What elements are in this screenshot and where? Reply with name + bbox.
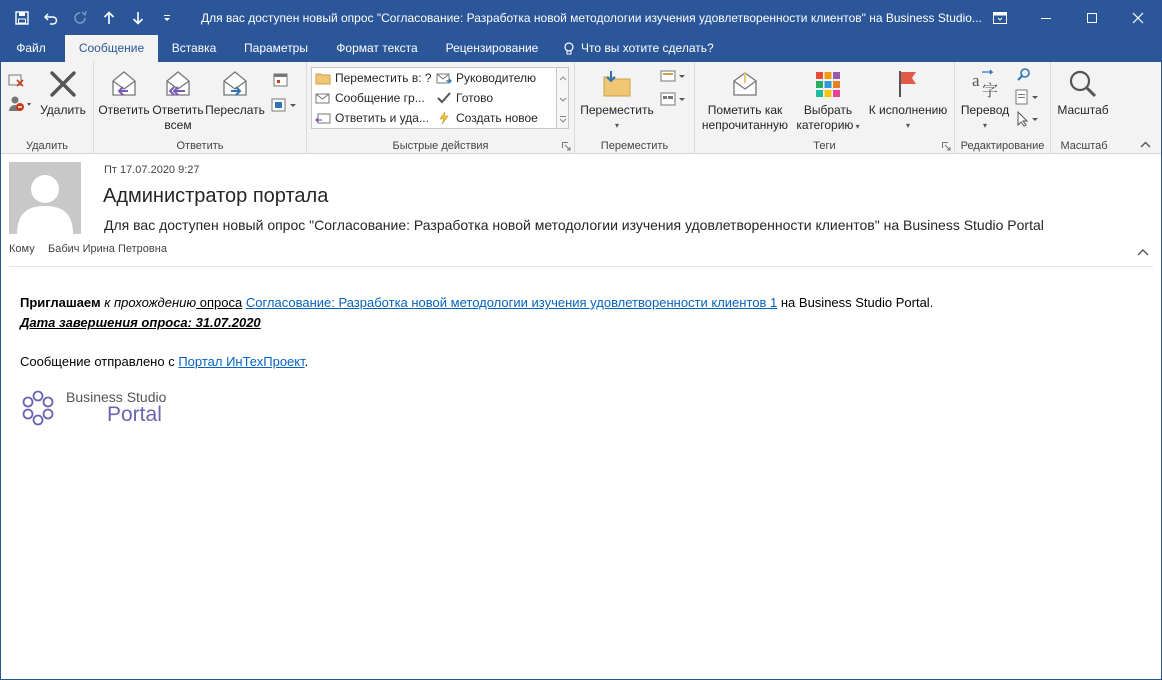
quick-access-toolbar (7, 1, 181, 35)
tab-options[interactable]: Параметры (244, 41, 308, 55)
categorize-button[interactable] (791, 65, 865, 134)
delete-label: Удалить (40, 103, 86, 117)
envelope-icon (315, 91, 331, 105)
reply-all-label-1: Ответить (152, 103, 204, 117)
reply-all-button[interactable] (152, 65, 204, 133)
group-respond-label: Ответить (176, 140, 224, 152)
window-controls (977, 1, 1161, 35)
ribbon (1, 62, 1161, 154)
related-icon[interactable] (1013, 87, 1043, 107)
group-delete (1, 62, 94, 154)
quick-step-label: Переместить в: ? (335, 71, 432, 85)
invite-italic: к прохождению (100, 295, 197, 310)
move-folder-icon (601, 69, 633, 99)
logo-text-line2: Portal (107, 403, 162, 426)
move-dropdown-arrow: ▾ (614, 121, 619, 130)
sent-from-paragraph (20, 354, 308, 369)
invite-paragraph (20, 295, 933, 310)
quick-step-label: Готово (456, 91, 494, 105)
business-studio-logo (20, 388, 180, 430)
move-button[interactable] (578, 65, 656, 133)
quick-step-team-email[interactable] (315, 88, 425, 108)
title-bar (1, 1, 1161, 35)
zoom-label: Масштаб (1057, 103, 1109, 117)
down-icon[interactable] (123, 1, 152, 35)
sent-from-text: Сообщение отправлено с (20, 354, 179, 369)
customize-icon[interactable] (152, 1, 181, 35)
invite-tail: на Business Studio Portal. (777, 295, 934, 310)
group-delete-label: Удалить (26, 140, 68, 152)
tab-file[interactable]: Файл (16, 41, 46, 55)
categorize-icon (814, 69, 842, 99)
header-divider (9, 266, 1153, 267)
find-icon[interactable] (1013, 65, 1035, 85)
reply-delete-icon (315, 111, 331, 125)
forward-button[interactable] (204, 65, 266, 118)
minimize-icon[interactable] (1023, 1, 1069, 35)
reply-all-icon (162, 69, 194, 99)
up-icon[interactable] (94, 1, 123, 35)
to-recipient[interactable]: Бабич Ирина Петровна (48, 243, 167, 255)
message-date: Пт 17.07.2020 9:27 (104, 164, 200, 176)
rules-icon[interactable] (659, 66, 689, 86)
maximize-icon[interactable] (1069, 1, 1115, 35)
follow-up-dropdown-arrow: ▾ (905, 121, 910, 130)
group-editing-label: Редактирование (960, 140, 1045, 152)
magnifier-icon (1068, 69, 1098, 99)
group-editing (955, 62, 1051, 154)
categorize-label-2: категорию (796, 118, 854, 132)
undo-icon[interactable] (36, 1, 65, 35)
group-move-label: Переместить (600, 140, 669, 152)
quick-step-move-to[interactable] (315, 68, 432, 88)
mark-unread-button[interactable] (697, 65, 793, 133)
translate-label: Перевод (960, 103, 1010, 117)
mark-unread-label-1: Пометить как (707, 103, 783, 117)
translate-icon (970, 69, 1000, 99)
folder-icon (315, 71, 331, 85)
quick-step-to-manager[interactable] (436, 68, 536, 88)
select-icon[interactable] (1013, 109, 1043, 129)
quick-steps-gallery (311, 67, 569, 129)
collapse-header-icon[interactable] (1137, 247, 1149, 257)
meeting-icon[interactable] (270, 70, 292, 90)
tab-format-text[interactable]: Формат текста (336, 41, 418, 55)
move-label: Переместить (580, 103, 654, 117)
group-zoom (1051, 62, 1117, 154)
tab-review[interactable]: Рецензирование (445, 41, 539, 55)
invite-underline: опроса (196, 295, 243, 310)
sent-tail: . (304, 354, 309, 369)
quick-steps-scroll[interactable] (556, 68, 568, 128)
quick-step-label: Руководителю (456, 71, 537, 85)
delete-icon (48, 69, 78, 99)
to-label: Кому (9, 243, 35, 255)
follow-up-label: К исполнению (868, 103, 948, 117)
portal-link[interactable]: Портал ИнТехПроект (178, 354, 305, 369)
svg-text:字: 字 (982, 83, 999, 99)
close-icon[interactable] (1115, 1, 1161, 35)
quick-step-reply-delete[interactable] (315, 108, 429, 128)
group-tags-label: Теги (813, 140, 836, 152)
tell-me-box[interactable] (563, 35, 714, 62)
deadline-text: Дата завершения опроса: 31.07.2020 (20, 315, 261, 330)
logo-rings-icon (20, 390, 56, 426)
delete-button[interactable] (37, 65, 89, 118)
categorize-dropdown-arrow: ▾ (853, 122, 860, 131)
group-quick-steps (307, 62, 575, 154)
tell-me-text: Что вы хотите сделать? (581, 41, 714, 55)
translate-dropdown-arrow: ▾ (982, 121, 987, 130)
zoom-button[interactable] (1053, 65, 1113, 118)
mark-unread-label-2: непрочитанную (701, 118, 789, 132)
group-respond (94, 62, 307, 154)
logo-text-line1: Business Studio (66, 389, 167, 405)
ignore-icon[interactable] (5, 70, 27, 90)
group-zoom-label: Масштаб (1060, 140, 1108, 152)
categorize-label-1: Выбрать (803, 103, 853, 117)
sender-name[interactable]: Администратор портала (103, 185, 329, 207)
window-title: Для вас доступен новый опрос "Согласование: Разработка новой методологии изучения удовлетворенности клиентов" на Business Studio... (201, 11, 982, 25)
lightbulb-icon (563, 42, 575, 56)
reply-button[interactable] (98, 65, 150, 118)
reply-icon (108, 69, 140, 99)
quick-step-label: Сообщение гр... (335, 91, 425, 105)
more-respond-icon[interactable] (270, 95, 300, 115)
unread-envelope-icon (729, 69, 761, 99)
group-move (575, 62, 695, 154)
message-subject: Для вас доступен новый опрос "Согласование: Разработка новой методологии изучения удовлетворенности клиентов" на Business Studio Portal (104, 217, 1044, 233)
actions-icon[interactable] (659, 89, 689, 109)
quick-step-create-new[interactable] (436, 108, 538, 128)
quick-step-done[interactable] (436, 88, 493, 108)
quick-step-label: Создать новое (456, 111, 538, 125)
checkmark-icon (436, 91, 452, 105)
forward-label: Переслать (205, 103, 265, 117)
group-quick-steps-label: Быстрые действия (392, 140, 489, 152)
tab-message[interactable]: Сообщение (65, 35, 158, 62)
avatar (9, 162, 81, 234)
save-icon[interactable] (7, 1, 36, 35)
reply-label: Ответить (98, 103, 150, 117)
invite-bold: Приглашаем (20, 295, 101, 310)
group-tags (695, 62, 955, 154)
deadline-paragraph (20, 315, 261, 330)
tab-insert[interactable]: Вставка (171, 41, 217, 55)
clean-up-icon[interactable] (5, 94, 37, 114)
envelope-arrow-icon (436, 71, 452, 85)
svg-text:a: a (972, 71, 980, 90)
lightning-icon (436, 111, 452, 125)
reply-all-label-2: всем (164, 118, 192, 132)
forward-icon (219, 69, 251, 99)
translate-button[interactable] (957, 65, 1013, 133)
ribbon-display-options-icon[interactable] (977, 1, 1023, 35)
survey-link[interactable]: Согласование: Разработка новой методологии изучения удовлетворенности клиентов 1 (245, 295, 778, 310)
ribbon-tabs (1, 35, 1161, 62)
quick-step-label: Ответить и уда... (335, 111, 429, 125)
collapse-ribbon-icon[interactable] (1140, 141, 1151, 148)
person-icon (9, 162, 81, 234)
redo-icon[interactable] (65, 1, 94, 35)
follow-up-button[interactable] (865, 65, 951, 133)
flag-icon (895, 69, 921, 99)
